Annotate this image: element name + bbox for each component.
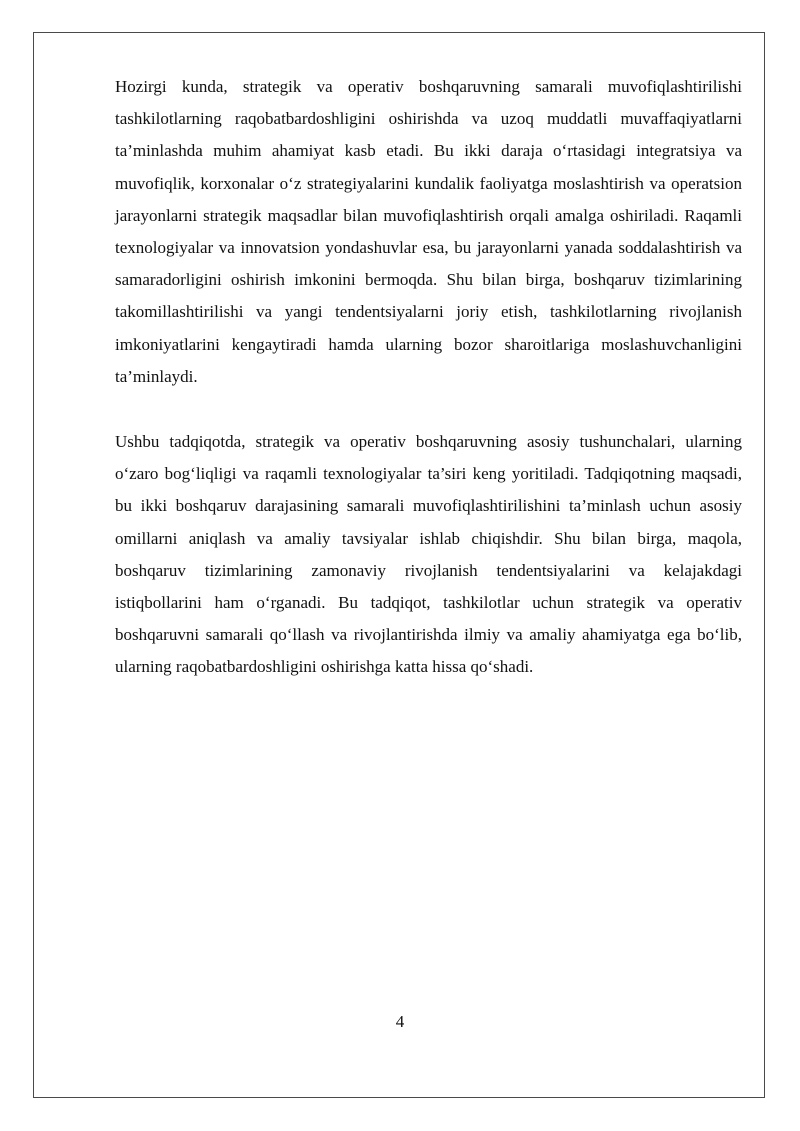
page-number: 4 <box>395 1012 405 1031</box>
page-body <box>115 71 742 684</box>
body-paragraph-1: Hozirgi kunda, strategik va operativ boshqaruvning samarali muvofiqlashtirilishi tashkilotlarning raqobatbardoshligini oshirishda va uzoq muddatli muvaffaqiyatlarni ta’minlashda muhim ahamiyat kasb etadi. Bu ikki daraja o‘rtasidagi integratsiya va muvofiqlik, korxonalar o‘z strategiyalarini kundalik faoliyatga moslashtirish va operatsion jarayonlarni strategik maqsadlar bilan muvofiqlashtirish orqali amalga oshiriladi. Raqamli texnologiyalar va innovatsion yondashuvlar esa, bu jarayonlarni yanada soddalashtirish va samaradorligini oshirish imkonini bermoqda. Shu bilan birga, boshqaruv tizimlarining takomillashtirilishi va yangi tendentsiyalarni joriy etish, tashkilotlarning rivojlanish imkoniyatlarini kengaytiradi hamda ularning bozor sharoitlariga moslashuvchanligini ta’minlaydi. <box>115 77 742 386</box>
body-paragraph-2: Ushbu tadqiqotda, strategik va operativ boshqaruvning asosiy tushunchalari, ularning o‘zaro bog‘liqligi va raqamli texnologiyalar ta’siri keng yoritiladi. Tadqiqotning maqsadi, bu ikki boshqaruv darajasining samarali muvofiqlashtirilishini ta’minlash uchun asosiy omillarni aniqlash va amaliy tavsiyalar ishlab chiqishdir. Shu bilan birga, maqola, boshqaruv tizimlarining zamonaviy rivojlanish tendentsiyalarini va kelajakdagi istiqbollarini ham o‘rganadi. Bu tadqiqot, tashkilotlar uchun strategik va operativ boshqaruvni samarali qo‘llash va rivojlantirishda ilmiy va amaliy ahamiyatga ega bo‘lib, ularning raqobatbardoshligini oshirishga katta hissa qo‘shadi. <box>115 432 742 677</box>
